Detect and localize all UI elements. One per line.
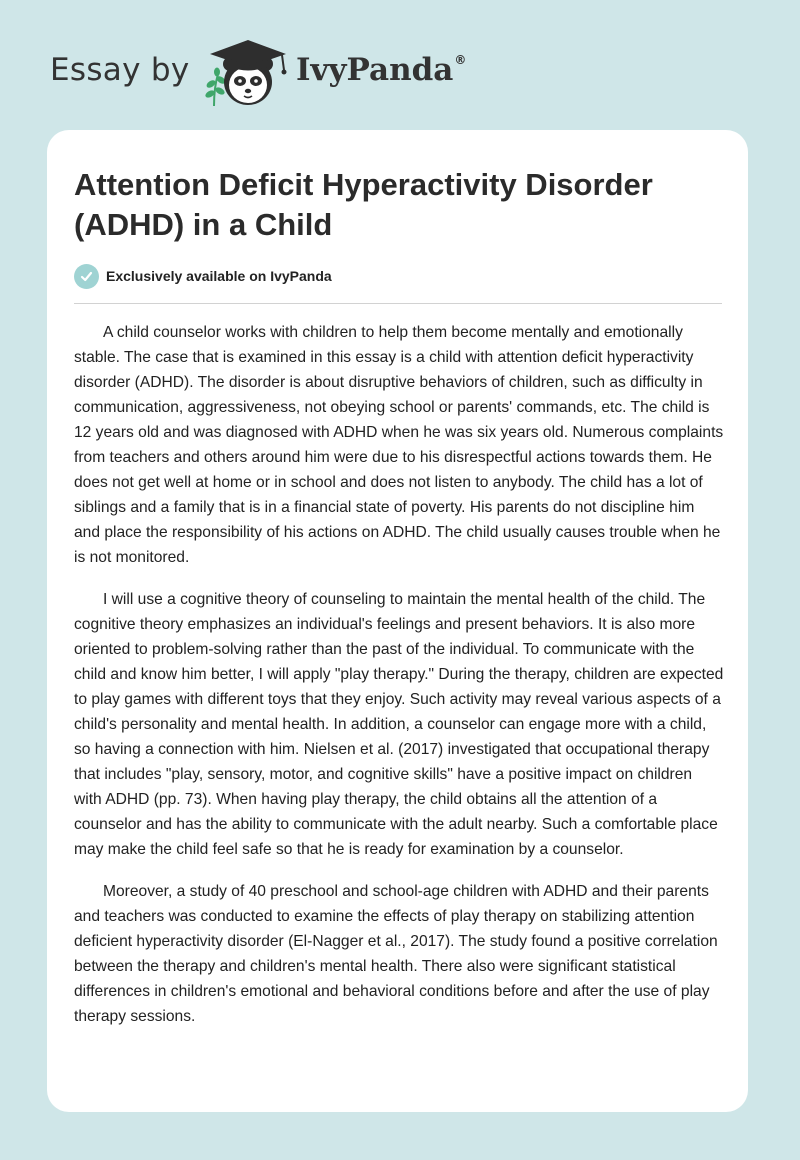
essay-by-label: Essay by [50, 52, 190, 88]
site-header [0, 0, 800, 130]
leaf-icon [204, 68, 227, 107]
brand-text: IvyPanda [296, 52, 454, 88]
badge-label: Exclusively available on IvyPanda [106, 268, 332, 284]
essay-body [74, 320, 724, 1046]
essay-card [47, 130, 748, 1112]
paragraph: Moreover, a study of 40 preschool and school-age children with ADHD and their parents and teachers was conducted to examine the effects of play therapy on stabilizing attention deficient hyperactivity disorder (El-Nagger et al., 2017). The study found a positive correlation between the therapy and children's mental health. There also were significant statistical differences in children's emotional and behavioral conditions before and after the use of play therapy sessions. [74, 883, 718, 1025]
panda-graduate-icon[interactable] [200, 34, 296, 110]
paragraph: A child counselor works with children to help them become mentally and emotionally stable. The case that is examined in this essay is a child with attention deficit hyperactivity disorder (ADHD). The disorder is about disruptive behaviors of children, such as difficulty in communication, aggressiveness, not obeying school or parents' commands, etc. The child is 12 years old and was diagnosed with ADHD when he was six years old. Numerous complaints from teachers and others around him were due to his disrespectful actions towards them. He does not get well at home or in school and does not listen to anybody. The child has a lot of siblings and a family that is in a financial state of poverty. His parents do not discipline him and place the responsibility of his actions on ADHD. The child usually causes trouble when he is not monitored. [74, 324, 724, 566]
paragraph: I will use a cognitive theory of counseling to maintain the mental health of the child. The cognitive theory emphasizes an individual's feelings and present behaviors. It is also more oriented to problem-solving rather than the past of the individual. To communicate with the child and know him better, I will apply "play therapy." During the therapy, children are expected to play games with different toys that they enjoy. Such activity may reveal various aspects of a child's personality and mental health. In addition, a counselor can engage more with a child, so having a connection with him. Nielsen et al. (2017) investigated that occupational therapy that includes "play, sensory, motor, and cognitive skills" have a positive impact on children with ADHD (pp. 73). When having play therapy, the child obtains all the attention of a counselor and has the ability to communicate with the adult nearby. Such a comfortable place may make the child feel safe so that he is ready for examination by a counselor. [74, 591, 724, 858]
check-icon [74, 264, 99, 289]
page-title: Attention Deficit Hyperactivity Disorder (ADHD) in a Child [74, 167, 653, 242]
exclusive-badge [74, 263, 332, 289]
ivypanda-brand[interactable] [296, 52, 466, 88]
divider [74, 303, 722, 304]
trademark-symbol: ® [454, 53, 467, 67]
